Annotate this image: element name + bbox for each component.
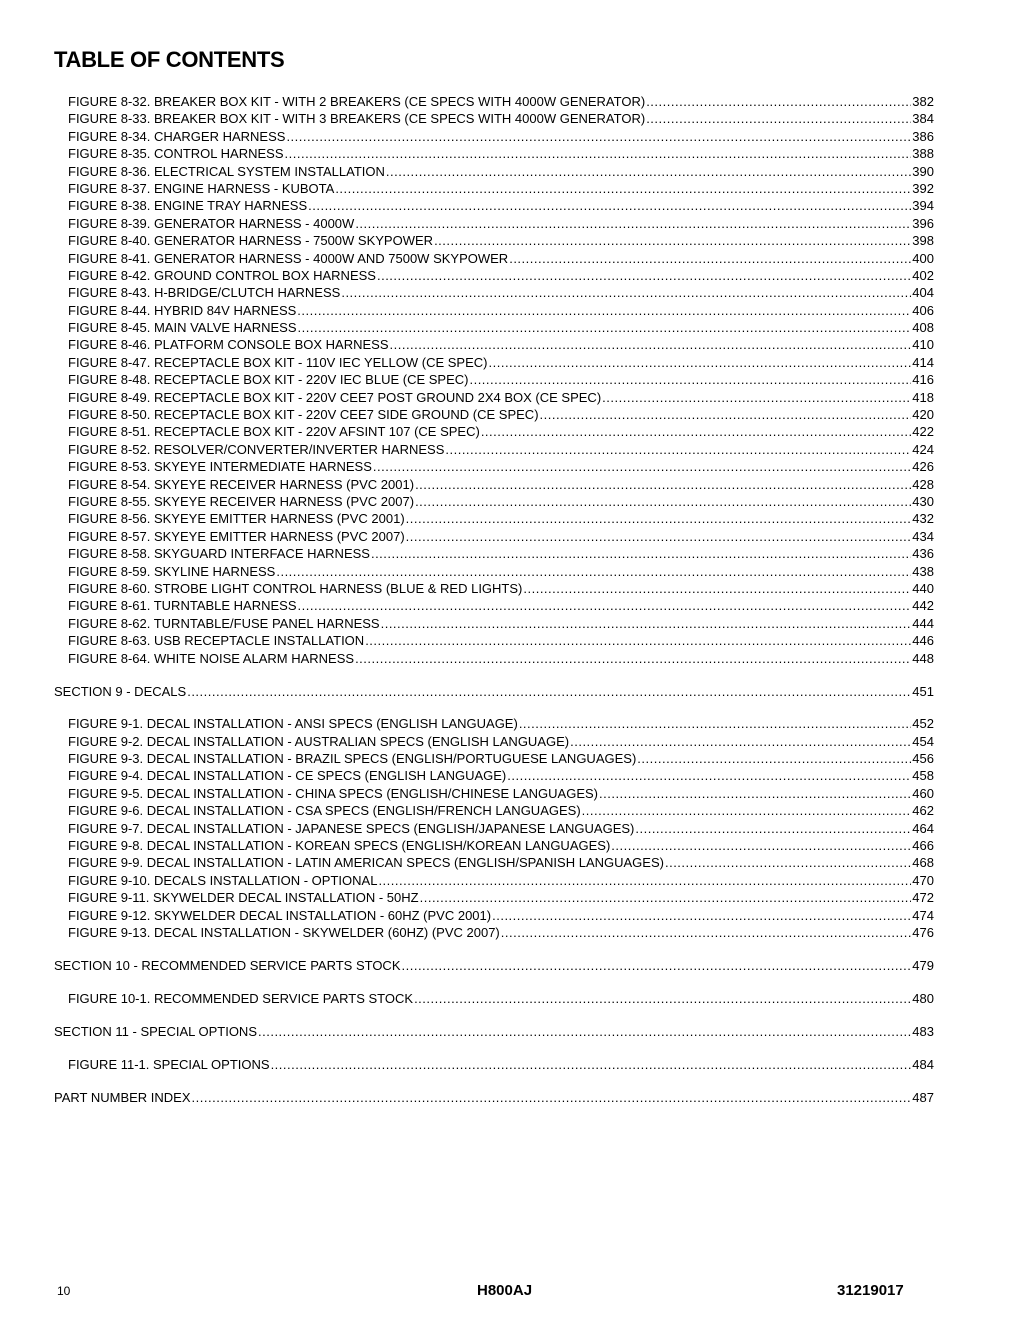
toc-entry-page: 451 bbox=[912, 683, 934, 699]
toc-entry-title: FIGURE 8-43. H-BRIDGE/CLUTCH HARNESS bbox=[68, 285, 341, 301]
toc-entry-page: 400 bbox=[912, 250, 934, 266]
toc-section-entry[interactable] bbox=[54, 683, 934, 700]
toc-figure-entry[interactable] bbox=[54, 145, 934, 162]
toc-figure-entry[interactable] bbox=[54, 110, 934, 127]
toc-dot-leader bbox=[276, 563, 911, 580]
toc-dot-leader bbox=[646, 110, 911, 127]
toc-entry-page: 480 bbox=[912, 990, 934, 1006]
toc-dot-leader bbox=[540, 406, 912, 423]
toc-entry-page: 414 bbox=[912, 354, 934, 370]
toc-dot-leader bbox=[341, 284, 911, 301]
toc-entry-title: FIGURE 9-2. DECAL INSTALLATION - AUSTRALIAN SPECS (ENGLISH LANGUAGE) bbox=[68, 733, 570, 749]
toc-entry-title: FIGURE 9-5. DECAL INSTALLATION - CHINA SPECS (ENGLISH/CHINESE LANGUAGES) bbox=[68, 785, 598, 801]
toc-entry-page: 460 bbox=[912, 785, 934, 801]
toc-entry-title: FIGURE 8-34. CHARGER HARNESS bbox=[68, 128, 286, 144]
toc-dot-leader bbox=[481, 423, 911, 440]
toc-spacer bbox=[54, 1041, 934, 1056]
toc-figure-entry[interactable] bbox=[54, 650, 934, 667]
toc-entry-title: FIGURE 9-9. DECAL INSTALLATION - LATIN AMERICAN SPECS (ENGLISH/SPANISH LANGUAGES) bbox=[68, 855, 664, 871]
toc-dot-leader bbox=[415, 476, 911, 493]
toc-figure-entry[interactable] bbox=[54, 580, 934, 597]
toc-figure-entry[interactable] bbox=[54, 128, 934, 145]
toc-entry-title: FIGURE 8-40. GENERATOR HARNESS - 7500W SKYPOWER bbox=[68, 233, 434, 249]
toc-entry-page: 404 bbox=[912, 285, 934, 301]
toc-entry-page: 408 bbox=[912, 320, 934, 336]
toc-entry-title: SECTION 9 - DECALS bbox=[54, 683, 187, 699]
toc-entry-title: FIGURE 10-1. RECOMMENDED SERVICE PARTS STOCK bbox=[68, 990, 414, 1006]
toc-figure-entry[interactable] bbox=[54, 767, 934, 784]
toc-figure-entry[interactable] bbox=[54, 889, 934, 906]
toc-dot-leader bbox=[434, 232, 911, 249]
toc-figure-entry[interactable] bbox=[54, 163, 934, 180]
toc-entry-title: FIGURE 8-46. PLATFORM CONSOLE BOX HARNESS bbox=[68, 337, 389, 353]
toc-entry-page: 398 bbox=[912, 233, 934, 249]
toc-dot-leader bbox=[602, 389, 911, 406]
toc-spacer bbox=[54, 941, 934, 957]
toc-entry-title: FIGURE 8-44. HYBRID 84V HARNESS bbox=[68, 302, 297, 318]
toc-dot-leader bbox=[377, 267, 911, 284]
toc-entry-title: FIGURE 8-59. SKYLINE HARNESS bbox=[68, 563, 276, 579]
toc-dot-leader bbox=[492, 907, 911, 924]
toc-entry-page: 382 bbox=[912, 94, 934, 109]
toc-dot-leader bbox=[637, 750, 911, 767]
toc-dot-leader bbox=[378, 872, 911, 889]
toc-entry-title: FIGURE 8-45. MAIN VALVE HARNESS bbox=[68, 320, 297, 336]
toc-figure-entry[interactable] bbox=[54, 510, 934, 527]
toc-figure-entry[interactable] bbox=[54, 820, 934, 837]
toc-figure-entry[interactable] bbox=[54, 632, 934, 649]
toc-dot-leader bbox=[258, 1023, 911, 1040]
toc-figure-entry[interactable] bbox=[54, 545, 934, 562]
toc-entry-title: SECTION 11 - SPECIAL OPTIONS bbox=[54, 1024, 257, 1040]
toc-figure-entry[interactable] bbox=[54, 493, 934, 510]
toc-dot-leader bbox=[445, 441, 911, 458]
toc-entry-page: 422 bbox=[912, 424, 934, 440]
toc-figure-entry[interactable] bbox=[54, 371, 934, 388]
toc-entry-page: 432 bbox=[912, 511, 934, 527]
toc-dot-leader bbox=[285, 145, 912, 162]
toc-spacer bbox=[54, 700, 934, 715]
toc-entry-page: 392 bbox=[912, 180, 934, 196]
toc-figure-entry[interactable] bbox=[54, 837, 934, 854]
toc-figure-entry[interactable] bbox=[54, 715, 934, 732]
toc-dot-leader bbox=[298, 319, 912, 336]
toc-entry-page: 388 bbox=[912, 146, 934, 162]
toc-dot-leader bbox=[523, 580, 911, 597]
toc-figure-entry[interactable] bbox=[54, 441, 934, 458]
toc-entry-title: FIGURE 9-8. DECAL INSTALLATION - KOREAN SPECS (ENGLISH/KOREAN LANGUAGES) bbox=[68, 838, 611, 854]
toc-dot-leader bbox=[611, 837, 911, 854]
toc-figure-entry[interactable] bbox=[54, 458, 934, 475]
toc-dot-leader bbox=[519, 715, 911, 732]
toc-figure-entry[interactable] bbox=[54, 284, 934, 301]
toc-dot-leader bbox=[582, 802, 912, 819]
toc-entry-title: FIGURE 9-11. SKYWELDER DECAL INSTALLATION - 50HZ bbox=[68, 890, 419, 906]
toc-dot-leader bbox=[373, 458, 911, 475]
toc-entry-page: 384 bbox=[912, 111, 934, 127]
toc-entry-page: 462 bbox=[912, 803, 934, 819]
toc-entry-title: FIGURE 11-1. SPECIAL OPTIONS bbox=[68, 1056, 270, 1072]
toc-entry-page: 464 bbox=[912, 820, 934, 836]
toc-entry-page: 434 bbox=[912, 528, 934, 544]
toc-entry-title: FIGURE 8-48. RECEPTACLE BOX KIT - 220V IEC BLUE (CE SPEC) bbox=[68, 372, 469, 388]
toc-figure-entry[interactable] bbox=[54, 476, 934, 493]
toc-dot-leader bbox=[665, 854, 911, 871]
toc-figure-entry[interactable] bbox=[54, 215, 934, 232]
toc-section-entry[interactable] bbox=[54, 957, 934, 974]
toc-dot-leader bbox=[297, 302, 911, 319]
toc-entry-title: FIGURE 8-58. SKYGUARD INTERFACE HARNESS bbox=[68, 546, 370, 562]
toc-entry-title: FIGURE 8-61. TURNTABLE HARNESS bbox=[68, 598, 297, 614]
toc-figure-entry[interactable] bbox=[54, 180, 934, 197]
toc-dot-leader bbox=[646, 93, 911, 110]
page-footer bbox=[0, 1281, 1024, 1301]
toc-entry-page: 470 bbox=[912, 872, 934, 888]
toc-dot-leader bbox=[420, 889, 912, 906]
toc-figure-entry[interactable] bbox=[54, 319, 934, 336]
toc-entry-title: FIGURE 8-56. SKYEYE EMITTER HARNESS (PVC 2001) bbox=[68, 511, 405, 527]
toc-entry-title: FIGURE 8-50. RECEPTACLE BOX KIT - 220V CEE7 SIDE GROUND (CE SPEC) bbox=[68, 407, 539, 423]
footer-part-number: 31219017 bbox=[837, 1282, 904, 1299]
toc-entry-title: FIGURE 8-53. SKYEYE INTERMEDIATE HARNESS bbox=[68, 459, 372, 475]
toc-entry-title: FIGURE 8-64. WHITE NOISE ALARM HARNESS bbox=[68, 650, 355, 666]
toc-entry-page: 402 bbox=[912, 267, 934, 283]
toc-entry-page: 476 bbox=[912, 924, 934, 940]
toc-entry-page: 479 bbox=[912, 958, 934, 974]
toc-entry-title: FIGURE 8-47. RECEPTACLE BOX KIT - 110V IEC YELLOW (CE SPEC) bbox=[68, 354, 488, 370]
toc-entry-page: 456 bbox=[912, 751, 934, 767]
toc-dot-leader bbox=[406, 528, 912, 545]
toc-entry-title: FIGURE 9-3. DECAL INSTALLATION - BRAZIL SPECS (ENGLISH/PORTUGUESE LANGUAGES) bbox=[68, 751, 637, 767]
toc-entry-title: FIGURE 8-32. BREAKER BOX KIT - WITH 2 BREAKERS (CE SPECS WITH 4000W GENERATOR) bbox=[68, 94, 646, 109]
table-of-contents bbox=[54, 93, 934, 1106]
toc-dot-leader bbox=[187, 683, 911, 700]
toc-figure-entry[interactable] bbox=[54, 197, 934, 214]
toc-entry-page: 440 bbox=[912, 580, 934, 596]
toc-dot-leader bbox=[414, 990, 911, 1007]
toc-figure-entry[interactable] bbox=[54, 802, 934, 819]
toc-entry-page: 458 bbox=[912, 768, 934, 784]
toc-entry-page: 487 bbox=[912, 1089, 934, 1105]
toc-entry-title: FIGURE 8-55. SKYEYE RECEIVER HARNESS (PVC 2007) bbox=[68, 493, 415, 509]
toc-entry-page: 406 bbox=[912, 302, 934, 318]
toc-dot-leader bbox=[599, 785, 911, 802]
toc-entry-page: 410 bbox=[912, 337, 934, 353]
toc-entry-title: FIGURE 9-1. DECAL INSTALLATION - ANSI SPECS (ENGLISH LANGUAGE) bbox=[68, 716, 518, 732]
toc-entry-title: FIGURE 8-42. GROUND CONTROL BOX HARNESS bbox=[68, 267, 376, 283]
toc-dot-leader bbox=[371, 545, 911, 562]
toc-entry-page: 442 bbox=[912, 598, 934, 614]
toc-figure-entry[interactable] bbox=[54, 563, 934, 580]
toc-entry-title: FIGURE 9-7. DECAL INSTALLATION - JAPANESE SPECS (ENGLISH/JAPANESE LANGUAGES) bbox=[68, 820, 635, 836]
toc-dot-leader bbox=[192, 1089, 912, 1106]
toc-dot-leader bbox=[507, 767, 911, 784]
toc-dot-leader bbox=[365, 632, 911, 649]
toc-dot-leader bbox=[402, 957, 912, 974]
toc-dot-leader bbox=[489, 354, 912, 371]
toc-entry-page: 416 bbox=[912, 372, 934, 388]
toc-entry-title: FIGURE 8-41. GENERATOR HARNESS - 4000W AND 7500W SKYPOWER bbox=[68, 250, 509, 266]
toc-entry-title: FIGURE 9-4. DECAL INSTALLATION - CE SPECS (ENGLISH LANGUAGE) bbox=[68, 768, 507, 784]
toc-figure-entry[interactable] bbox=[54, 354, 934, 371]
toc-dot-leader bbox=[390, 336, 912, 353]
toc-figure-entry[interactable] bbox=[54, 924, 934, 941]
toc-figure-entry[interactable] bbox=[54, 1056, 934, 1073]
toc-spacer bbox=[54, 1073, 934, 1089]
toc-dot-leader bbox=[406, 510, 912, 527]
toc-entry-title: FIGURE 8-57. SKYEYE EMITTER HARNESS (PVC 2007) bbox=[68, 528, 405, 544]
toc-figure-entry[interactable] bbox=[54, 750, 934, 767]
toc-entry-title: FIGURE 8-36. ELECTRICAL SYSTEM INSTALLATION bbox=[68, 163, 385, 179]
toc-entry-page: 436 bbox=[912, 546, 934, 562]
toc-entry-page: 396 bbox=[912, 215, 934, 231]
toc-dot-leader bbox=[570, 733, 911, 750]
toc-entry-page: 418 bbox=[912, 389, 934, 405]
toc-figure-entry[interactable] bbox=[54, 528, 934, 545]
toc-entry-title: FIGURE 8-63. USB RECEPTACLE INSTALLATION bbox=[68, 633, 365, 649]
toc-entry-title: FIGURE 8-37. ENGINE HARNESS - KUBOTA bbox=[68, 180, 335, 196]
toc-figure-entry[interactable] bbox=[54, 250, 934, 267]
toc-spacer bbox=[54, 975, 934, 990]
toc-figure-entry[interactable] bbox=[54, 597, 934, 614]
toc-dot-leader bbox=[635, 820, 911, 837]
toc-dot-leader bbox=[308, 197, 911, 214]
toc-entry-page: 454 bbox=[912, 733, 934, 749]
toc-figure-entry[interactable] bbox=[54, 423, 934, 440]
toc-entry-title: FIGURE 8-39. GENERATOR HARNESS - 4000W bbox=[68, 215, 355, 231]
toc-entry-page: 386 bbox=[912, 128, 934, 144]
footer-page-number: 10 bbox=[57, 1284, 71, 1298]
toc-entry-title: FIGURE 8-35. CONTROL HARNESS bbox=[68, 146, 284, 162]
toc-entry-page: 466 bbox=[912, 838, 934, 854]
toc-entry-title: FIGURE 9-10. DECALS INSTALLATION - OPTIONAL bbox=[68, 872, 378, 888]
toc-entry-page: 428 bbox=[912, 476, 934, 492]
toc-entry-page: 420 bbox=[912, 407, 934, 423]
toc-figure-entry[interactable] bbox=[54, 389, 934, 406]
toc-figure-entry[interactable] bbox=[54, 232, 934, 249]
toc-entry-title: SECTION 10 - RECOMMENDED SERVICE PARTS STOCK bbox=[54, 958, 401, 974]
toc-entry-page: 468 bbox=[912, 855, 934, 871]
toc-entry-page: 483 bbox=[912, 1024, 934, 1040]
toc-figure-entry[interactable] bbox=[54, 733, 934, 750]
toc-dot-leader bbox=[509, 250, 911, 267]
toc-entry-title: FIGURE 8-49. RECEPTACLE BOX KIT - 220V CEE7 POST GROUND 2X4 BOX (CE SPEC) bbox=[68, 389, 602, 405]
toc-dot-leader bbox=[501, 924, 912, 941]
toc-dot-leader bbox=[335, 180, 911, 197]
toc-spacer bbox=[54, 667, 934, 683]
toc-figure-entry[interactable] bbox=[54, 336, 934, 353]
page-title: TABLE OF CONTENTS bbox=[54, 47, 285, 72]
toc-entry-page: 484 bbox=[912, 1056, 934, 1072]
toc-dot-leader bbox=[271, 1056, 912, 1073]
toc-dot-leader bbox=[298, 597, 912, 614]
toc-dot-leader bbox=[355, 650, 911, 667]
toc-entry-title: FIGURE 8-62. TURNTABLE/FUSE PANEL HARNESS bbox=[68, 615, 380, 631]
toc-dot-leader bbox=[286, 128, 911, 145]
toc-entry-title: FIGURE 9-6. DECAL INSTALLATION - CSA SPECS (ENGLISH/FRENCH LANGUAGES) bbox=[68, 803, 581, 819]
toc-entry-page: 444 bbox=[912, 615, 934, 631]
toc-spacer bbox=[54, 1007, 934, 1023]
toc-entry-page: 438 bbox=[912, 563, 934, 579]
toc-entry-page: 430 bbox=[912, 493, 934, 509]
toc-figure-entry[interactable] bbox=[54, 406, 934, 423]
toc-figure-entry[interactable] bbox=[54, 854, 934, 871]
toc-entry-page: 448 bbox=[912, 650, 934, 666]
toc-section-entry[interactable] bbox=[54, 1023, 934, 1040]
toc-figure-entry[interactable] bbox=[54, 785, 934, 802]
toc-entry-title: FIGURE 9-12. SKYWELDER DECAL INSTALLATION - 60HZ (PVC 2001) bbox=[68, 907, 492, 923]
toc-figure-entry[interactable] bbox=[54, 872, 934, 889]
toc-figure-entry[interactable] bbox=[54, 93, 934, 110]
toc-entry-title: FIGURE 9-13. DECAL INSTALLATION - SKYWELDER (60HZ) (PVC 2007) bbox=[68, 924, 500, 940]
toc-dot-leader bbox=[381, 615, 912, 632]
toc-entry-title: FIGURE 8-52. RESOLVER/CONVERTER/INVERTER HARNESS bbox=[68, 441, 445, 457]
toc-entry-page: 452 bbox=[912, 716, 934, 732]
toc-figure-entry[interactable] bbox=[54, 267, 934, 284]
toc-figure-entry[interactable] bbox=[54, 990, 934, 1007]
toc-dot-leader bbox=[469, 371, 911, 388]
toc-section-entry[interactable] bbox=[54, 1089, 934, 1106]
toc-figure-entry[interactable] bbox=[54, 615, 934, 632]
toc-figure-entry[interactable] bbox=[54, 907, 934, 924]
toc-entry-title: FIGURE 8-38. ENGINE TRAY HARNESS bbox=[68, 198, 308, 214]
toc-entry-page: 426 bbox=[912, 459, 934, 475]
toc-entry-title: FIGURE 8-33. BREAKER BOX KIT - WITH 3 BREAKERS (CE SPECS WITH 4000W GENERATOR) bbox=[68, 111, 646, 127]
toc-entry-title: FIGURE 8-60. STROBE LIGHT CONTROL HARNESS (BLUE & RED LIGHTS) bbox=[68, 580, 523, 596]
toc-entry-page: 472 bbox=[912, 890, 934, 906]
toc-entry-page: 394 bbox=[912, 198, 934, 214]
toc-entry-title: PART NUMBER INDEX bbox=[54, 1089, 191, 1105]
toc-dot-leader bbox=[386, 163, 911, 180]
toc-dot-leader bbox=[355, 215, 911, 232]
toc-figure-entry[interactable] bbox=[54, 302, 934, 319]
toc-entry-title: FIGURE 8-51. RECEPTACLE BOX KIT - 220V AFSINT 107 (CE SPEC) bbox=[68, 424, 480, 440]
toc-entry-page: 474 bbox=[912, 907, 934, 923]
toc-entry-page: 424 bbox=[912, 441, 934, 457]
toc-entry-title: FIGURE 8-54. SKYEYE RECEIVER HARNESS (PVC 2001) bbox=[68, 476, 415, 492]
toc-entry-page: 446 bbox=[912, 633, 934, 649]
toc-entry-page: 390 bbox=[912, 163, 934, 179]
toc-dot-leader bbox=[415, 493, 911, 510]
footer-model: H800AJ bbox=[477, 1282, 533, 1299]
